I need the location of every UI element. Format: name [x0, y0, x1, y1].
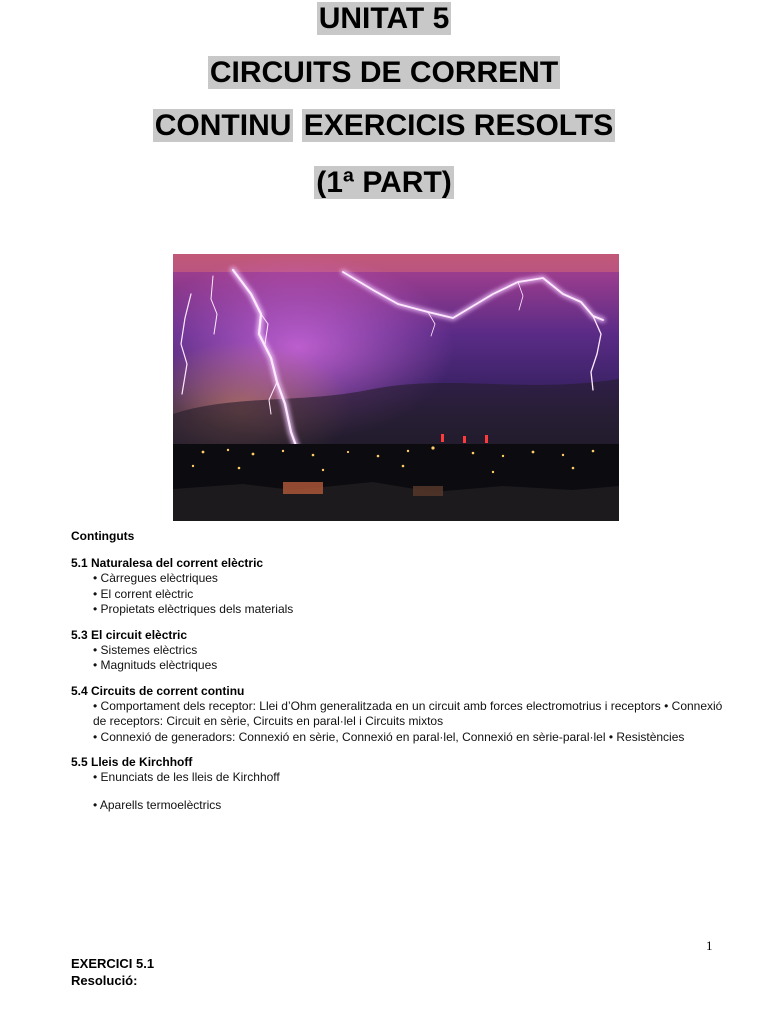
exercise-heading: EXERCICI 5.1 — [71, 956, 155, 971]
list-item: • Enunciats de les lleis de Kirchhoff — [93, 770, 280, 784]
list-item: • Connexió de generadors: Connexió en sèrie, Connexió en paral·lel, Connexió en sèrie-paral·lel • Resistències — [93, 729, 685, 744]
list-item: • El corrent elèctric — [93, 586, 194, 601]
contents-section — [71, 684, 731, 746]
section-title: 5.4 Circuits de corrent continu — [71, 683, 245, 698]
section-title: 5.5 Lleis de Kirchhoff — [71, 755, 193, 769]
list-item: • Comportament dels receptor: Llei d’Ohm generalitzada en un circuit amb forces electromotrius i receptors • Connexió de receptors: Circuit en sèrie, Circuits en paral·lel i Circuits mixtos — [93, 698, 723, 728]
contents-section — [71, 556, 731, 618]
contents-section — [71, 755, 731, 813]
contents-section — [71, 628, 731, 674]
resolution-label: Resolució: — [71, 973, 138, 988]
title-circuits: CIRCUITS DE CORRENT — [209, 56, 559, 89]
lightning-storm-photo — [173, 254, 619, 521]
list-item: • Aparells termoelèctrics — [93, 797, 222, 812]
section-title: 5.1 Naturalesa del corrent elèctric — [71, 556, 264, 570]
list-item: • Càrregues elèctriques — [93, 571, 218, 585]
title-line-2 — [0, 55, 768, 91]
title-exercicis: EXERCICIS RESOLTS — [303, 109, 614, 142]
title-line-4 — [0, 165, 768, 201]
title-line-1 — [0, 1, 768, 37]
list-item: • Sistemes elèctrics — [93, 642, 198, 657]
title-line-3 — [0, 108, 768, 144]
contents-heading: Continguts — [71, 529, 135, 543]
title-continu: CONTINU — [154, 109, 292, 142]
table-of-contents — [71, 529, 731, 823]
list-item: • Magnituds elèctriques — [93, 658, 218, 672]
title-part: (1ª PART) — [316, 166, 452, 199]
section-title: 5.3 El circuit elèctric — [71, 627, 188, 642]
page-number: 1 — [706, 938, 713, 953]
title-unit: UNITAT 5 — [318, 2, 450, 35]
list-item: • Propietats elèctriques dels materials — [93, 602, 294, 616]
exercise-footer — [71, 955, 154, 989]
